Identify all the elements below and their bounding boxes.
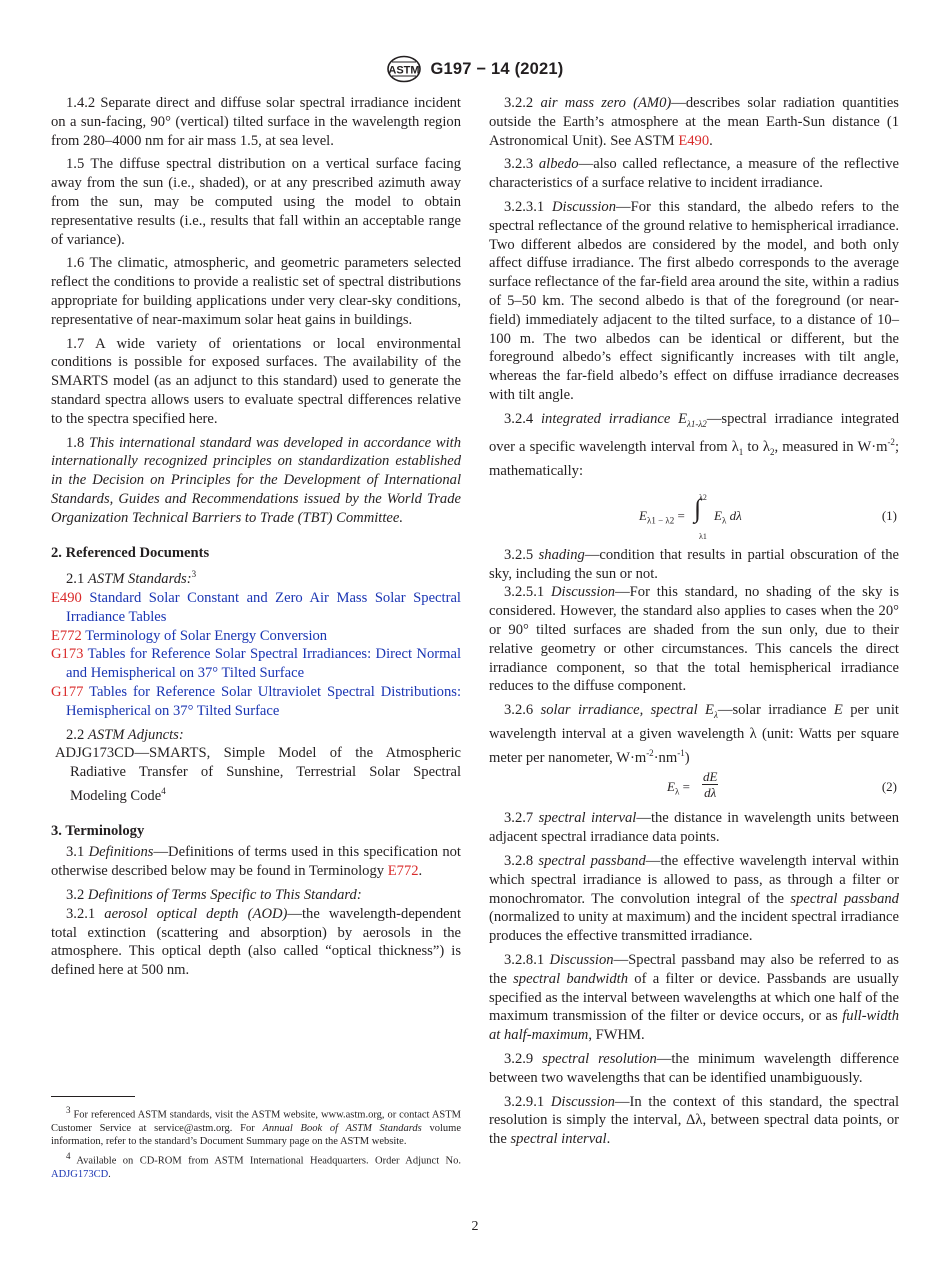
paragraph-3-2-8: 3.2.8 spectral passband—the effective wavelength interval within which spectral irradiance is allowed to pass, as through a filter or monochromator. The convolution integral of the spectral passband (normalized to unity at maximum) and the incident spectral irradiance produces the effective transmitted irradiance. [489,852,899,945]
footnote-3: $^3$ For referenced ASTM standards, visit the ASTM website, www.astm.org, or contact ASTM Customer Service at service@astm.org. For Annual Book of ASTM Standards volume information, refer to the standard’s Document Summary page on the ASTM website. [51,1105,462,1147]
astm-logo-icon [386,55,422,83]
page-header [0,54,950,84]
paragraph-1-5: 1.5 The diffuse spectral distribution on a vertical surface facing away from the sun (i.e., shaded), or at any prescribed azimuth away from the sun, may be computed using the model to obtain representative results (i.e., results that fall within an acceptable range of variance). [51,156,461,248]
paragraph-3-2-1: 3.2.1 aerosol optical depth (AOD)—the wavelength-dependent total extinction (scattering and absorption) by aerosols in the atmosphere. This optical depth (also called “optical thickness”) is defined here at 500 nm. [51,905,462,979]
paragraph-3-2-4: 3.2.4 integrated irradiance $E_{\lambda 1-\lambda 2}—spectral$ irradiance integrated over a specific wavelength interval from $\lambda_1$ to $\lambda_2$, measured in $W\cdot m^{-2}$; mathematically: [489,410,899,480]
link-e490[interactable]: E490 [678,132,710,149]
paragraph-3-2-8-1: 3.2.8.1 Discussion—Spectral passband may also be referred to as the spectral bandwidth of a filter or device. Passbands are usually specified as the interval between wavelengths at which one half of the maximum transmission of the filter or device occurs, or as full-width at half-maximum, FWHM. [489,951,899,1044]
equation-1: $E_{\lambda 1 - \lambda 2}$ = λ2 ∫ λ1 $E_\lambda$ dλ (1) [639,492,897,541]
document-id: G197 − 14 (2021) [430,59,564,78]
link-e772[interactable]: E772 [387,863,419,880]
paragraph-3-1: 3.1 Definitions—Definitions of terms used in this specification not otherwise described below may be found in Terminology E772. [51,844,461,880]
equation-2: $E_\lambda$ = dE dλ (2) [667,769,897,801]
reference-g177[interactable]: G177 Tables for Reference Solar Ultraviolet Spectral Distributions: Hemispherical on 37° Tilted Surface [51,683,462,719]
paragraph-3-2: 3.2 Definitions of Terms Specific to This Standard: [66,887,362,903]
paragraph-3-2-3-1: 3.2.3.1 Discussion—For this standard, the albedo refers to the spectral reflectance of the ground relative to hemispherical irradiance. Two different albedos are considered by the model, and both only affect diffuse irradiance. The first albedo corresponds to the average surface reflectance of the far-field area around the site, within a radius of 5–50 km. The second albedo is that of the foreground (or near-field) immediately adjacent to the tilted surface, to a distance of 10–100 m. The two albedos can be identical or different, but the foreground albedo’s effect significantly increases with tilt angle, whereas the far-field albedo’s effect on diffuse irradiance decreases with tilt angle. [489,198,899,403]
footnote-4: $^4$ Available on CD-ROM from ASTM International Headquarters. Order Adjunct No. ADJG173CD. [51,1151,462,1180]
link-adjg173cd[interactable]: ADJG173CD [51,1168,109,1180]
right-column [489,94,899,1154]
paragraph-3-2-6: 3.2.6 solar irradiance, spectral $E_\lambda—solar$ irradiance E per unit wavelength interval at a given wavelength λ (unit: Watts per square meter per nanometer, $W\cdot m^{-2}\cdot nm^{-1}$) [489,702,899,766]
reference-g173[interactable]: G173 Tables for Reference Solar Spectral Irradiances: Direct Normal and Hemispherical on 37° Tilted Surface [51,646,462,682]
paragraph-3-2-9-1: 3.2.9.1 Discussion—In the context of this standard, the spectral resolution is simply the interval, Δλ, between spectral data points, or the spectral interval. [489,1093,899,1148]
paragraph-3-2-7: 3.2.7 spectral interval—the distance in wavelength units between adjacent spectral irradiance data points. [489,810,900,846]
footnote-divider [51,1096,135,1097]
paragraph-1-4-2: 1.4.2 Separate direct and diffuse solar spectral irradiance incident on a sun-facing, 90° (vertical) tilted surface in the wavelength region from 280–4000 nm for air mass 1.5, at sea level. [51,95,461,149]
section-heading-referenced-documents: 2. Referenced Documents [51,544,210,561]
paragraph-3-2-3: 3.2.3 albedo—also called reflectance, a measure of the reflective characteristics of a surface relative to incident irradiance. [489,156,899,192]
paragraph-1-7: 1.7 A wide variety of orientations or local environmental conditions is possible for exposed surfaces. The availability of the SMARTS model (as an adjunct to this standard) used to generate the standard spectra allows users to evaluate spectral differences relative to the spectra specified here. [51,335,461,427]
paragraph-1-6: 1.6 The climatic, atmospheric, and geometric parameters selected reflect the conditions to provide a realistic set of spectral distributions appropriate for building applications under very clear-sky conditions, representative of near-maximum solar heat gains in buildings. [51,255,461,328]
reference-e490[interactable]: E490 Standard Solar Constant and Zero Air Mass Solar Spectral Irradiance Tables [51,589,461,625]
footnotes [51,1104,461,1183]
section-heading-terminology: 3. Terminology [51,822,145,839]
svg-text:ASTM: ASTM [388,64,421,77]
paragraph-3-2-9: 3.2.9 spectral resolution—the minimum wavelength difference between two wavelengths that can be identified unambiguously. [489,1050,899,1086]
page-number: 2 [471,1219,479,1234]
adjunct-smarts: ADJG173CD—SMARTS, Simple Model of the Atmospheric Radiative Transfer of Sunshine, Terrestrial Solar Spectral Modeling Code$^4$ [55,745,461,804]
left-column [51,94,461,985]
paragraph-1-8: 1.8 This international standard was developed in accordance with internationally recognized principles on standardization established in the Decision on Principles for the Development of International Standards, Guides and Recommendations issued by the World Trade Organization Technical Barriers to Trade (TBT) Committee. [51,434,462,526]
paragraph-3-2-2: 3.2.2 air mass zero (AM0)—describes solar radiation quantities outside the Earth’s atmosphere at the mean Earth-Sun distance (1 Astronomical Unit). See ASTM E490. [489,95,899,149]
reference-list [51,589,461,721]
paragraph-3-2-5: 3.2.5 shading—condition that results in partial obscuration of the sky, including the sun or not. [489,546,899,582]
reference-e772[interactable]: E772 Terminology of Solar Energy Conversion [51,627,328,644]
paragraph-2-2: 2.2 ASTM Adjuncts: [66,726,184,743]
paragraph-2-1: 2.1 ASTM Standards:$^3$ [66,569,197,588]
paragraph-3-2-5-1: 3.2.5.1 Discussion—For this standard, no shading of the sky is considered. However, the standard also applies to cases when the 20° or 90° tilted surfaces are shaded from the sun only, due to their relative geometry or other circumstances. This cancels the direct irradiance component, so that the total hemispherical irradiance reduces to the diffuse component. [489,584,899,695]
